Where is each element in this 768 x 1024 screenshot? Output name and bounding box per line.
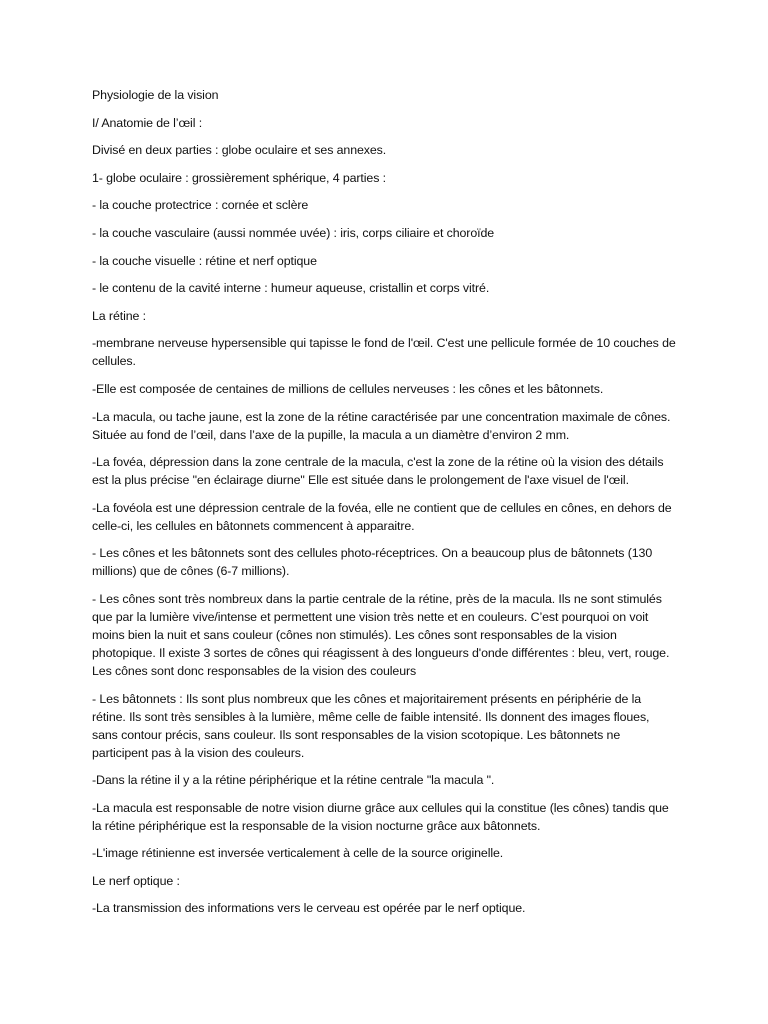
paragraph: -L'image rétinienne est inversée verticalement à celle de la source originelle. xyxy=(92,846,504,861)
subsection-heading-globe-oculaire: 1- globe oculaire : grossièrement sphérique, 4 parties : xyxy=(92,170,387,185)
paragraph: - Les bâtonnets : Ils sont plus nombreux que les cônes et majoritairement présents en périphérie de la rétine. Ils sont très sensibles à la lumière, même celle de faible intensité. Ils donnent des images floues, sans contour précis, sans couleur. Ils sont responsables de la vision scotopique. Les bâtonnets ne participent pas à la vision des couleurs. xyxy=(92,691,653,760)
section-heading-anatomie: I/ Anatomie de l’œil : xyxy=(92,115,203,130)
list-item: - la couche vasculaire (aussi nommée uvée) : iris, corps ciliaire et choroïde xyxy=(92,225,495,240)
paragraph: -Elle est composée de centaines de millions de cellules nerveuses : les cônes et les bâtonnets. xyxy=(92,381,604,396)
paragraph: Divisé en deux parties : globe oculaire et ses annexes. xyxy=(92,143,387,158)
paragraph: -La fovéola est une dépression centrale de la fovéa, elle ne contient que de cellules en cônes, en dehors de celle-ci, les cellules en bâtonnets commencent à apparaitre. xyxy=(92,500,675,533)
list-item: - le contenu de la cavité interne : humeur aqueuse, cristallin et corps vitré. xyxy=(92,281,490,296)
paragraph: -La macula est responsable de notre vision diurne grâce aux cellules qui la constitue (les cônes) tandis que la rétine périphérique est la responsable de la vision nocturne grâce aux bâtonnets. xyxy=(92,800,673,833)
paragraph: - Les cônes et les bâtonnets sont des cellules photo-réceptrices. On a beaucoup plus de bâtonnets (130 millions) que de cônes (6-7 millions). xyxy=(92,546,656,579)
section-heading-nerf-optique: Le nerf optique : xyxy=(92,873,180,888)
paragraph: -La fovéa, dépression dans la zone centrale de la macula, c'est la zone de la rétine où la vision des détails est la plus précise "en éclairage diurne" Elle est située dans le prolongement de l'axe visuel de l'œil. xyxy=(92,455,667,488)
section-heading-retine: La rétine : xyxy=(92,308,147,323)
paragraph: -La macula, ou tache jaune, est la zone de la rétine caractérisée par une concentration maximale de cônes. Située au fond de l’œil, dans l’axe de la pupille, la macula a un diamètre d’environ 2 mm. xyxy=(92,409,674,442)
paragraph: -Dans la rétine il y a la rétine périphérique et la rétine centrale "la macula ". xyxy=(92,773,495,788)
paragraph: -La transmission des informations vers le cerveau est opérée par le nerf optique. xyxy=(92,901,526,916)
list-item: - la couche visuelle : rétine et nerf optique xyxy=(92,253,317,268)
list-item: - la couche protectrice : cornée et sclère xyxy=(92,198,309,213)
document-title: Physiologie de la vision xyxy=(92,88,219,102)
paragraph: - Les cônes sont très nombreux dans la partie centrale de la rétine, près de la macula. Ils ne sont stimulés que par la lumière vive/intense et permettent une vision très nette et en couleurs. C’est pourquoi on voit moins bien la nuit et sans couleur (cônes non stimulés). Les cônes sont responsables de la vision photopique. Il existe 3 sortes de cônes qui réagissent à des longueurs d'onde différentes : bleu, vert, rouge. Les cônes sont donc responsables de la vision des couleurs xyxy=(92,591,673,678)
paragraph: -membrane nerveuse hypersensible qui tapisse le fond de l'œil. C'est une pellicule formée de 10 couches de cellules. xyxy=(92,336,680,369)
